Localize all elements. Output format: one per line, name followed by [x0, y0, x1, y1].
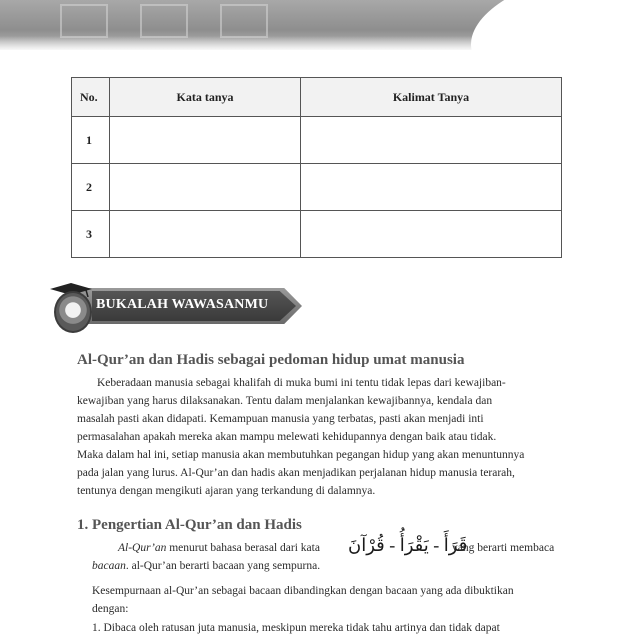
kalimat-tanya-cell[interactable] — [301, 164, 562, 211]
definition-line-2 — [92, 560, 320, 572]
table-row — [72, 211, 562, 258]
paragraph-line: Maka dalam hal ini, setiap manusia akan membutuhkan pegangan hidup yang akan menuntunnya — [77, 449, 525, 461]
banner-sheen — [0, 36, 638, 50]
question-table — [71, 77, 562, 258]
kalimat-tanya-cell[interactable] — [301, 211, 562, 258]
banner-frame — [220, 4, 268, 38]
table-row — [72, 117, 562, 164]
subsection-heading: 1. Pengertian Al-Qur’an dan Hadis — [77, 517, 302, 533]
header-kalimat-tanya: Kalimat Tanya — [301, 78, 562, 117]
section-label-text: BUKALAH WAWASANMU — [96, 297, 269, 312]
row-number: 2 — [72, 164, 110, 211]
row-number: 3 — [72, 211, 110, 258]
paragraph-line: permasalahan apakah mereka akan mampu melewati kehidupannya dengan baik atau tidak. — [77, 431, 497, 443]
paragraph-line: kewajiban yang harus dilaksanakan. Tentu dalam menjalankan kewajibannya, kendala dan — [77, 395, 493, 407]
definition-line — [118, 542, 320, 554]
intro-paragraph — [77, 374, 562, 500]
paragraph-line: Kesempurnaan al-Qur’an sebagai bacaan dibandingkan dengan bacaan yang ada dibuktikan — [92, 585, 514, 597]
definition-term: Al-Qur’an — [118, 542, 167, 554]
arabic-word: قَرَأَ ‑ يَقْرَأُ ‑ قُرْآنَ — [348, 535, 468, 555]
owl-eye-icon — [54, 291, 92, 333]
kata-tanya-cell[interactable] — [110, 117, 301, 164]
proof-paragraph — [92, 582, 562, 618]
list-item: 1. Dibaca oleh ratusan juta manusia, meskipun mereka tidak tahu artinya dan tidak dapat — [92, 622, 500, 634]
kalimat-tanya-cell[interactable] — [301, 117, 562, 164]
top-banner-image — [0, 0, 638, 50]
paragraph-line: Keberadaan manusia sebagai khalifah di muka bumi ini tentu tidak lepas dari kewajiban- — [97, 377, 506, 389]
paragraph-line: tentunya dengan mengikuti ajaran yang terkandung di dalamnya. — [77, 485, 376, 497]
definition-meaning: yang berarti membaca — [452, 542, 555, 554]
row-number: 1 — [72, 117, 110, 164]
paragraph-line: masalah pasti akan didapati. Kemampuan manusia yang terbatas, pasti akan menjadi inti — [77, 413, 484, 425]
paragraph-line: dengan: — [92, 603, 129, 615]
header-no: No. — [72, 78, 110, 117]
definition-text-2: . al-Qur’an berarti bacaan yang sempurna. — [125, 560, 321, 572]
table-row — [72, 164, 562, 211]
banner-frame — [60, 4, 108, 38]
definition-text: menurut bahasa berasal dari kata — [166, 542, 320, 554]
table-header-row — [72, 78, 562, 117]
section-banner — [48, 283, 308, 331]
banner-frame — [140, 4, 188, 38]
paragraph-line: pada jalan yang lurus. Al-Qur’an dan hadis akan menjadikan perjalanan hidup manusia terarah, — [77, 467, 515, 479]
section-heading: Al-Qur’an dan Hadis sebagai pedoman hidup umat manusia — [77, 352, 465, 368]
kata-tanya-cell[interactable] — [110, 164, 301, 211]
kata-tanya-cell[interactable] — [110, 211, 301, 258]
definition-term-2: bacaan — [92, 560, 126, 572]
header-kata-tanya: Kata tanya — [110, 78, 301, 117]
